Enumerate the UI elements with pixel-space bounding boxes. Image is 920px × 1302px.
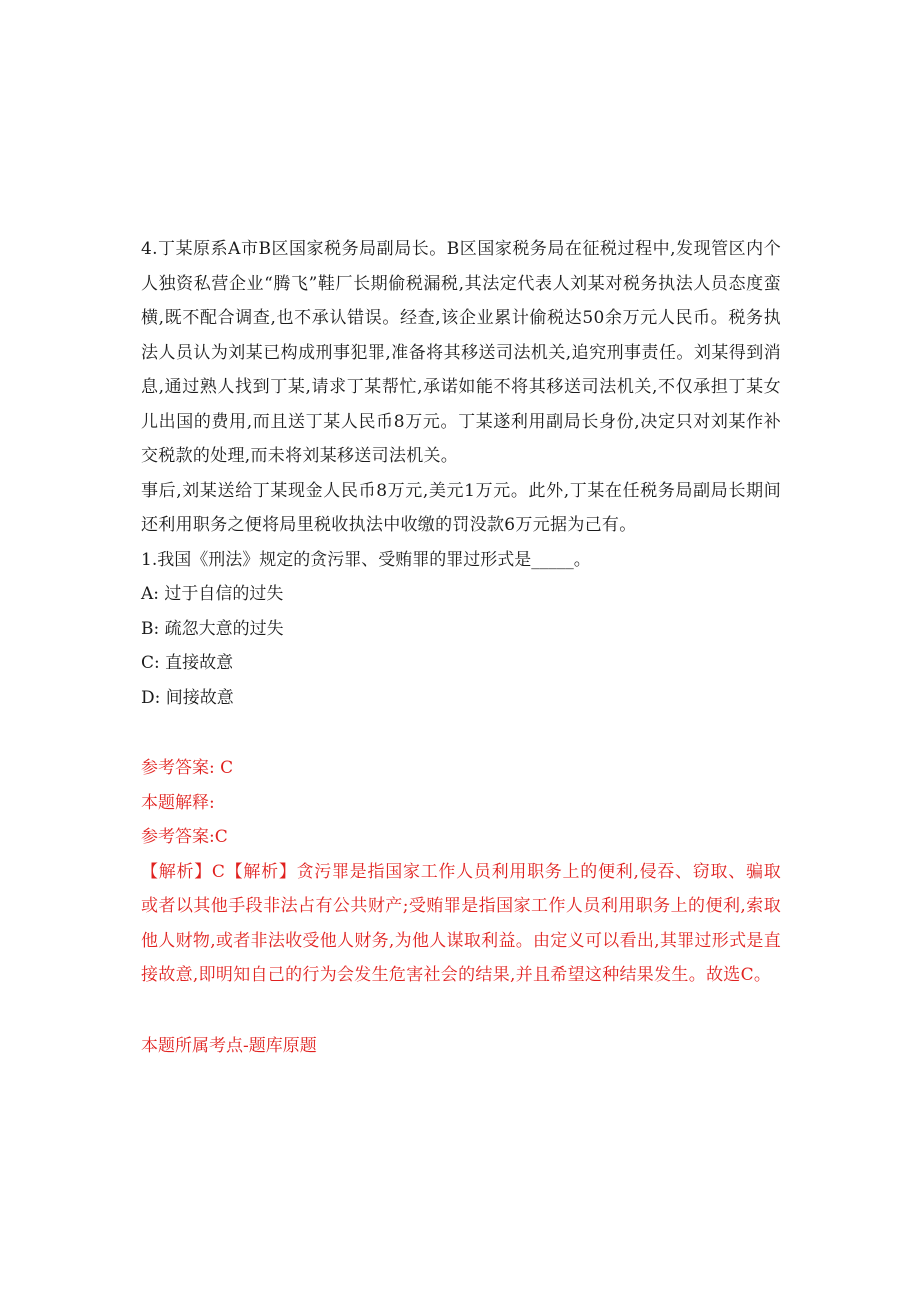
- question-stem: 1.我国《刑法》规定的贪污罪、受贿罪的罪过形式是_____。: [141, 549, 591, 570]
- option-b: B: 疏忽大意的过失: [141, 618, 284, 639]
- reference-answer: 参考答案: C: [141, 758, 234, 778]
- option-c: C: 直接故意: [141, 653, 234, 673]
- reference-answer-repeat: 参考答案:C: [141, 827, 228, 847]
- question-source: 本题所属考点-题库原题: [141, 1035, 317, 1056]
- answer-explanation: 【解析】C【解析】贪污罪是指国家工作人员利用职务上的便利,侵吞、窃取、骗取或者以其他手段非法占有公共财产;受贿罪是指国家工作人员利用职务上的便利,索取他人财物,或者非法收受他人财务,为他人谋取利益。由定义可以看出,其罪过形式是直接故意,即明知自己的行为会发生危害社会的结果,并且希望这种结果发生。故选C。: [141, 861, 781, 985]
- case-paragraph-2: 事后,刘某送给丁某现金人民币8万元,美元1万元。此外,丁某在任税务局副局长期间还利用职务之便将局里税收执法中收缴的罚没款6万元据为己有。: [141, 480, 781, 535]
- option-d: D: 间接故意: [141, 687, 234, 708]
- explanation-label: 本题解释:: [141, 792, 215, 813]
- option-a: A: 过于自信的过失: [141, 584, 284, 604]
- document-content: [141, 232, 781, 1080]
- case-paragraph-1: 4.丁某原系A市B区国家税务局副局长。B区国家税务局在征税过程中,发现管区内个人独资私营企业“腾飞”鞋厂长期偷税漏税,其法定代表人刘某对税务执法人员态度蛮横,既不配合调查,也不承认错误。经查,该企业累计偷税达50余万元人民币。税务执法人员认为刘某已构成刑事犯罪,准备将其移送司法机关,追究刑事责任。刘某得到消息,通过熟人找到丁某,请求丁某帮忙,承诺如能不将其移送司法机关,不仅承担丁某女儿出国的费用,而且送丁某人民币8万元。丁某遂利用副局长身份,决定只对刘某作补交税款的处理,而未将刘某移送司法机关。: [141, 239, 781, 466]
- answer-block: [141, 751, 781, 993]
